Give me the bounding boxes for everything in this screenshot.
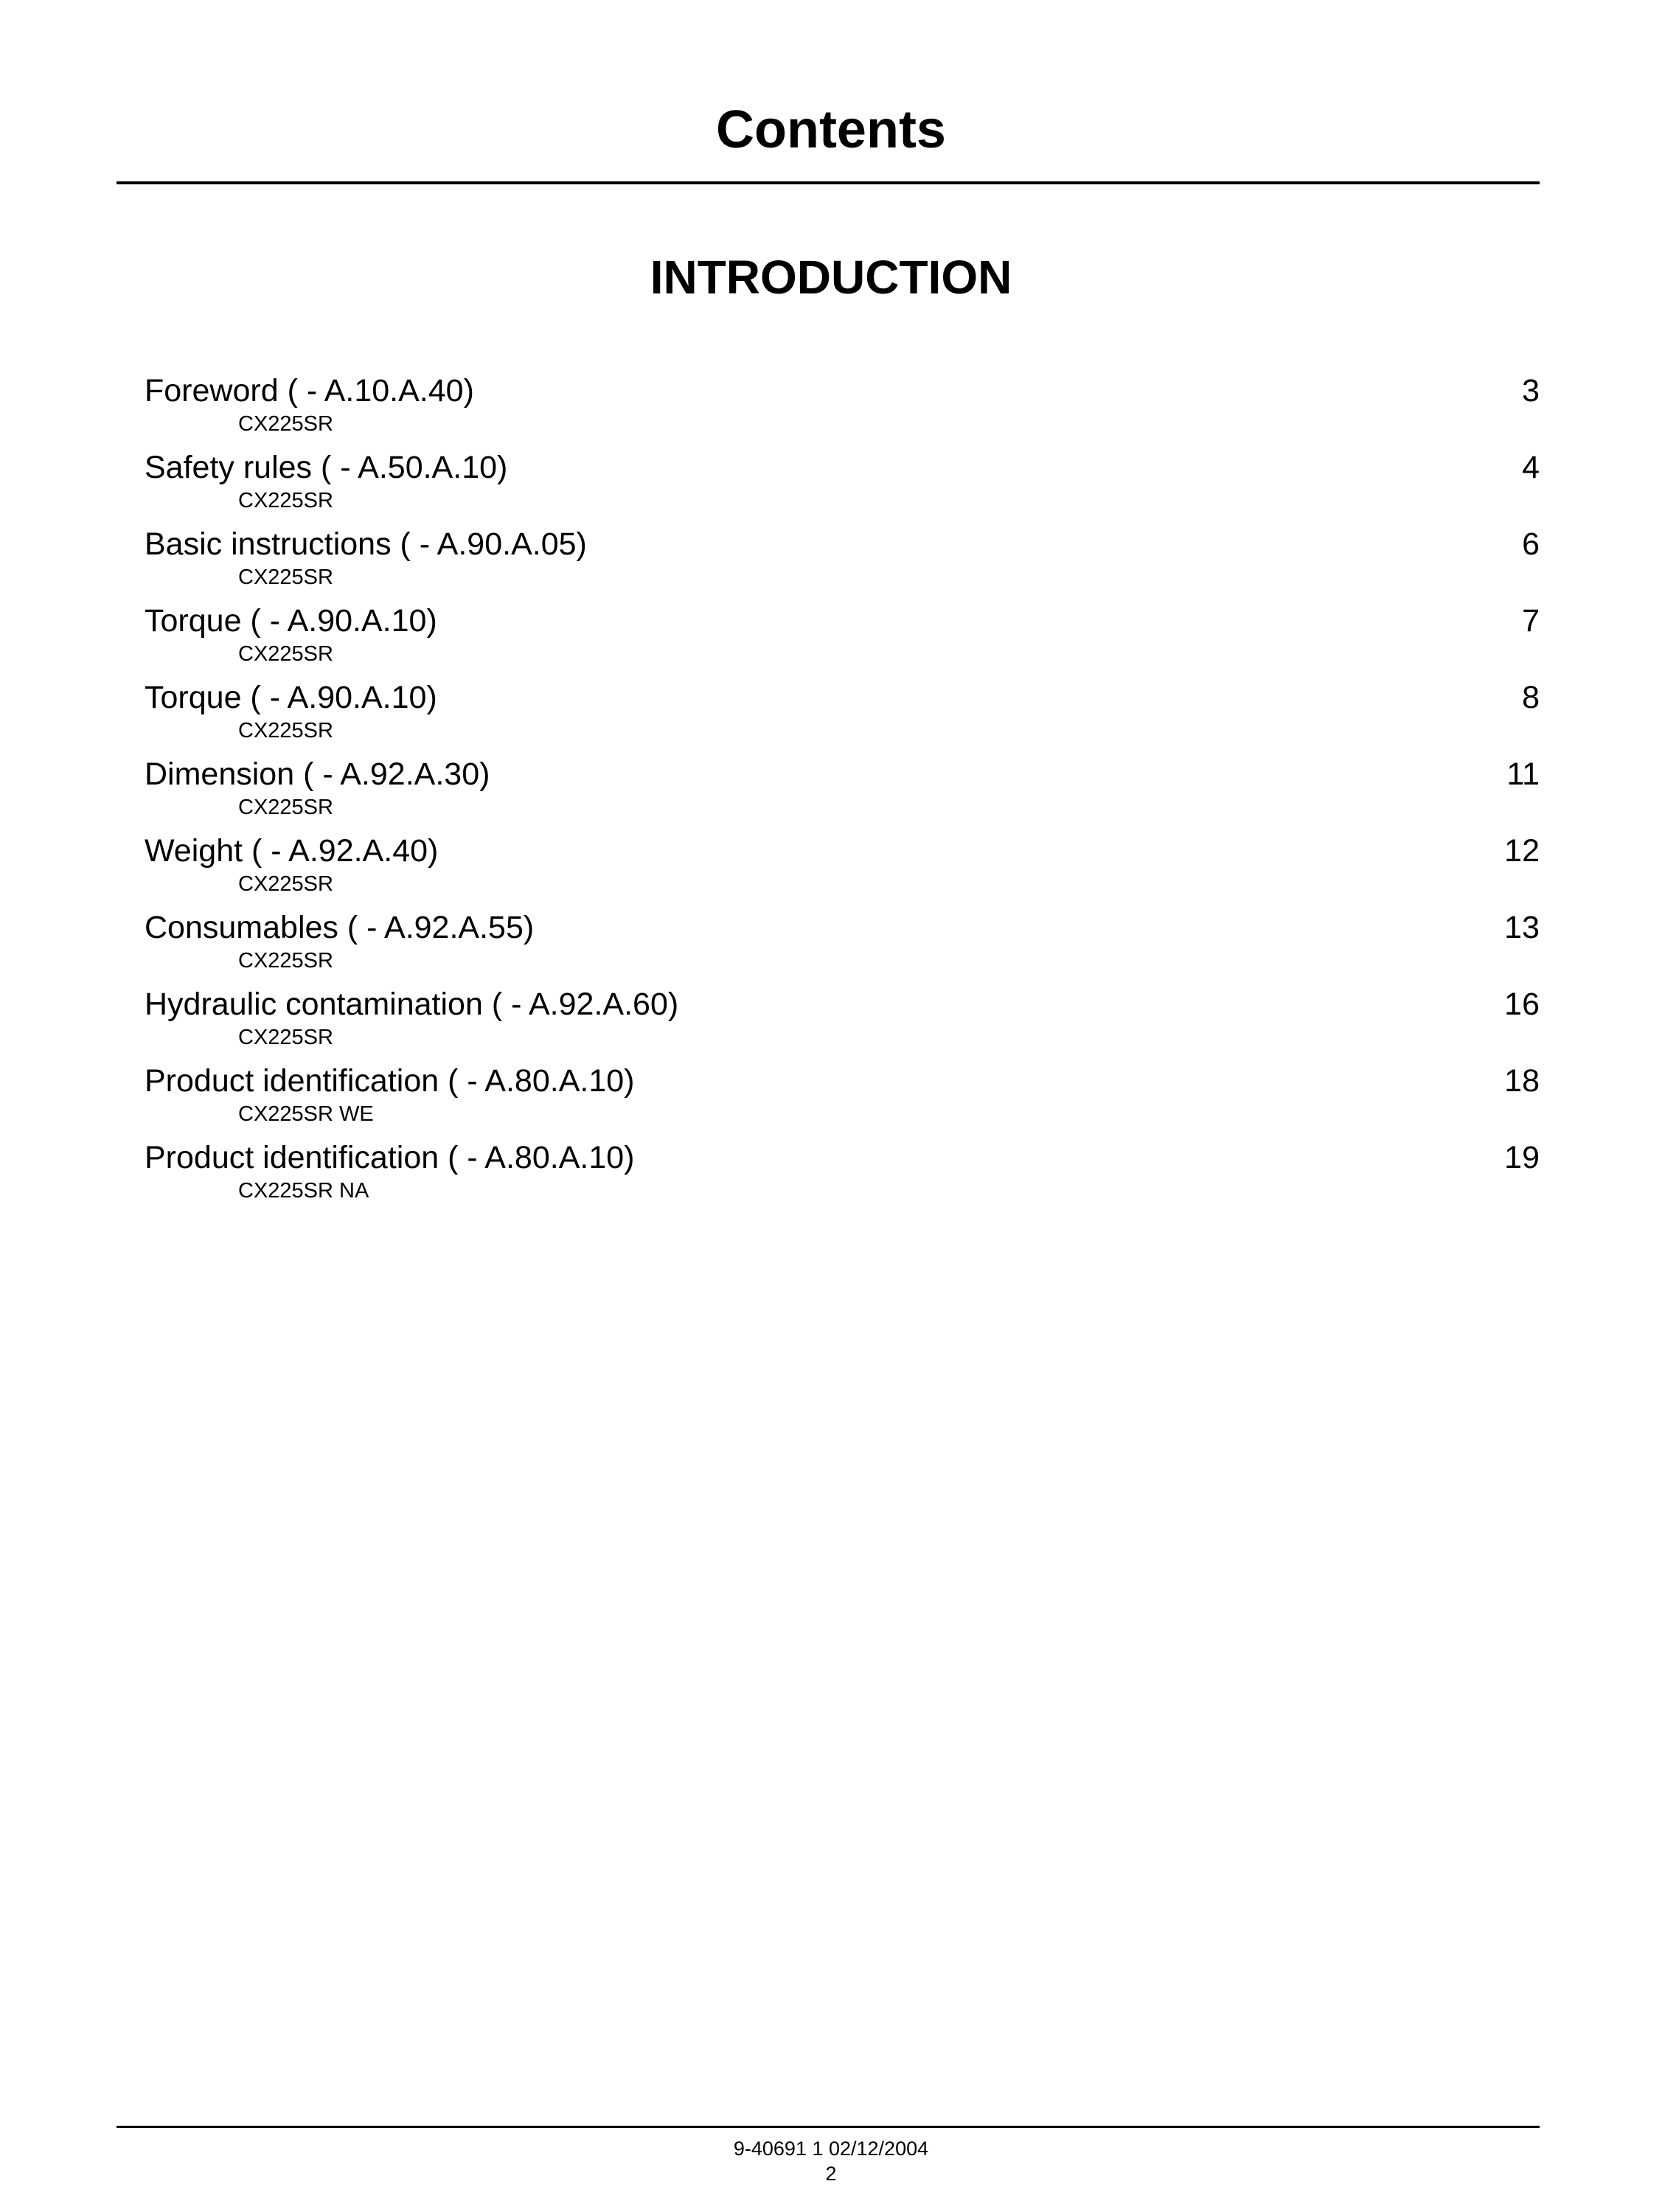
title-divider xyxy=(117,181,1540,184)
page-title: Contents xyxy=(716,100,946,159)
toc-entry-title[interactable]: Hydraulic contamination ( - A.92.A.60) xyxy=(145,987,679,1022)
toc-entry-page[interactable]: 7 xyxy=(1522,603,1540,639)
toc-entry-title[interactable]: Torque ( - A.90.A.10) xyxy=(145,680,437,715)
toc-entry-page[interactable]: 19 xyxy=(1504,1140,1540,1175)
toc-entry-consumables[interactable] xyxy=(145,908,1540,985)
toc-entry-model: CX225SR NA xyxy=(238,1179,369,1203)
toc-entry-hydraulic-contamination[interactable] xyxy=(145,985,1540,1062)
toc-entry-page[interactable]: 8 xyxy=(1522,680,1540,715)
toc-entry-product-identification-we[interactable] xyxy=(145,1062,1540,1138)
toc-entry-torque-2[interactable] xyxy=(145,678,1540,755)
toc-entry-torque-1[interactable] xyxy=(145,602,1540,678)
toc-entry-title[interactable]: Basic instructions ( - A.90.A.05) xyxy=(145,526,587,562)
toc-entry-model: CX225SR WE xyxy=(238,1102,374,1126)
footer-divider xyxy=(117,2126,1540,2128)
footer-document-info: 9-40691 1 02/12/2004 xyxy=(733,2138,929,2160)
toc-entry-page[interactable]: 4 xyxy=(1522,450,1540,485)
toc-entry-model: CX225SR xyxy=(238,719,333,742)
toc-entry-model: CX225SR xyxy=(238,642,333,666)
toc-entry-page[interactable]: 12 xyxy=(1504,833,1540,869)
toc-entry-title[interactable]: Dimension ( - A.92.A.30) xyxy=(145,757,490,792)
toc-entry-model: CX225SR xyxy=(238,412,333,436)
toc-entry-title[interactable]: Torque ( - A.90.A.10) xyxy=(145,603,437,639)
toc-entry-title[interactable]: Weight ( - A.92.A.40) xyxy=(145,833,439,869)
toc-entry-model: CX225SR xyxy=(238,1026,333,1049)
footer-page-number: 2 xyxy=(825,2163,837,2185)
toc-entry-title[interactable]: Product identification ( - A.80.A.10) xyxy=(145,1140,635,1175)
toc-entry-title[interactable]: Consumables ( - A.92.A.55) xyxy=(145,910,535,945)
toc-entry-model: CX225SR xyxy=(238,872,333,896)
toc-entry-page[interactable]: 11 xyxy=(1506,757,1540,792)
toc-entry-title[interactable]: Foreword ( - A.10.A.40) xyxy=(145,373,474,408)
table-of-contents xyxy=(145,372,1540,1215)
toc-entry-safety-rules[interactable] xyxy=(145,448,1540,525)
toc-entry-basic-instructions[interactable] xyxy=(145,525,1540,602)
toc-entry-page[interactable]: 18 xyxy=(1504,1063,1540,1099)
toc-entry-product-identification-na[interactable] xyxy=(145,1138,1540,1215)
toc-entry-model: CX225SR xyxy=(238,566,333,589)
toc-entry-model: CX225SR xyxy=(238,949,333,973)
toc-entry-foreword[interactable] xyxy=(145,372,1540,448)
toc-entry-page[interactable]: 3 xyxy=(1522,373,1540,408)
section-title: INTRODUCTION xyxy=(650,251,1012,304)
toc-entry-title[interactable]: Safety rules ( - A.50.A.10) xyxy=(145,450,508,485)
toc-entry-weight[interactable] xyxy=(145,832,1540,908)
toc-entry-dimension[interactable] xyxy=(145,755,1540,832)
toc-entry-page[interactable]: 16 xyxy=(1504,987,1540,1022)
toc-entry-model: CX225SR xyxy=(238,796,333,819)
toc-entry-model: CX225SR xyxy=(238,489,333,512)
toc-entry-page[interactable]: 6 xyxy=(1522,526,1540,562)
toc-entry-title[interactable]: Product identification ( - A.80.A.10) xyxy=(145,1063,635,1099)
toc-entry-page[interactable]: 13 xyxy=(1504,910,1540,945)
